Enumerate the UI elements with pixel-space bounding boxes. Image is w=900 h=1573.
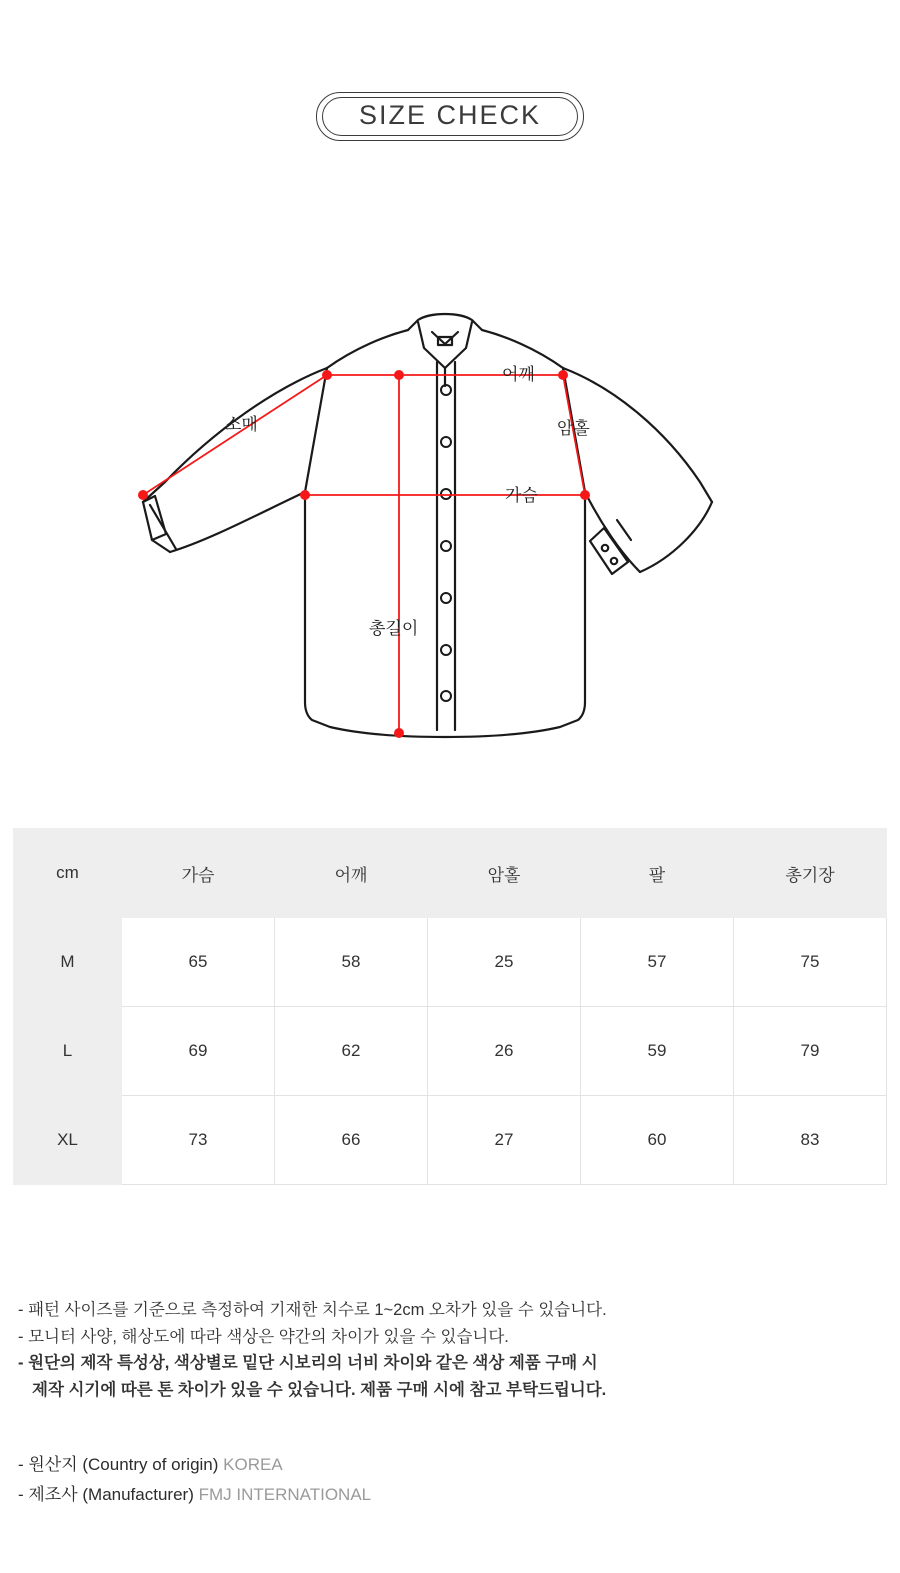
page-title: SIZE CHECK bbox=[358, 100, 542, 130]
table-row bbox=[14, 1007, 887, 1096]
table-cell: 69 bbox=[122, 1007, 275, 1096]
label-armhole: 암홀 bbox=[557, 419, 590, 438]
manufacturer-label: - 제조사 (Manufacturer) bbox=[18, 1484, 194, 1504]
size-table bbox=[13, 828, 887, 1185]
table-cell: 27 bbox=[428, 1096, 581, 1185]
table-cell: 83 bbox=[734, 1096, 887, 1185]
size-table-container bbox=[13, 828, 887, 1185]
label-chest: 가슴 bbox=[505, 486, 538, 505]
table-cell: 79 bbox=[734, 1007, 887, 1096]
origin-label: - 원산지 (Country of origin) bbox=[18, 1455, 219, 1474]
table-cell: 60 bbox=[581, 1096, 734, 1185]
label-total-length: 총길이 bbox=[369, 619, 419, 638]
table-cell: 66 bbox=[275, 1096, 428, 1185]
table-header-cell: 가슴 bbox=[122, 829, 275, 918]
table-header-row bbox=[14, 829, 887, 918]
note-line: - 패턴 사이즈를 기준으로 측정하여 기재한 치수로 1~2cm 오차가 있을 수 있습니다. bbox=[18, 1301, 607, 1319]
table-cell: 65 bbox=[122, 918, 275, 1007]
table-header-cell: 팔 bbox=[581, 829, 734, 918]
note-line: - 원단의 제작 특성상, 색상별로 밑단 시보리의 너비 차이와 같은 색상 제품 구매 시 bbox=[18, 1354, 598, 1373]
row-size-label: XL bbox=[14, 1096, 122, 1185]
origin-block bbox=[18, 1450, 371, 1510]
notes-block bbox=[18, 1297, 882, 1404]
note-line: - 모니터 사양, 해상도에 따라 색상은 약간의 차이가 있을 수 있습니다. bbox=[18, 1327, 509, 1346]
origin-row bbox=[18, 1450, 371, 1480]
table-header-cell: cm bbox=[14, 829, 122, 918]
page-title-container bbox=[0, 92, 900, 141]
row-size-label: M bbox=[14, 918, 122, 1007]
manufacturer-row bbox=[18, 1480, 371, 1510]
row-size-label: L bbox=[14, 1007, 122, 1096]
table-cell: 62 bbox=[275, 1007, 428, 1096]
manufacturer-value: FMJ INTERNATIONAL bbox=[198, 1484, 372, 1504]
table-cell: 59 bbox=[581, 1007, 734, 1096]
shirt-measurement-diagram bbox=[0, 290, 900, 760]
table-row bbox=[14, 918, 887, 1007]
table-cell: 25 bbox=[428, 918, 581, 1007]
note-line: 제작 시기에 따른 톤 차이가 있을 수 있습니다. 제품 구매 시에 참고 부탁드립니다. bbox=[32, 1381, 607, 1400]
table-header-cell: 암홀 bbox=[428, 829, 581, 918]
table-cell: 75 bbox=[734, 918, 887, 1007]
table-cell: 57 bbox=[581, 918, 734, 1007]
label-shoulder: 어깨 bbox=[502, 365, 535, 384]
label-sleeve: 소매 bbox=[225, 415, 258, 434]
table-cell: 58 bbox=[275, 918, 428, 1007]
table-header-cell: 어깨 bbox=[275, 829, 428, 918]
table-header-cell: 총기장 bbox=[734, 829, 887, 918]
table-cell: 26 bbox=[428, 1007, 581, 1096]
origin-value: KOREA bbox=[223, 1455, 283, 1474]
title-pill bbox=[316, 92, 584, 141]
table-cell: 73 bbox=[122, 1096, 275, 1185]
table-row bbox=[14, 1096, 887, 1185]
